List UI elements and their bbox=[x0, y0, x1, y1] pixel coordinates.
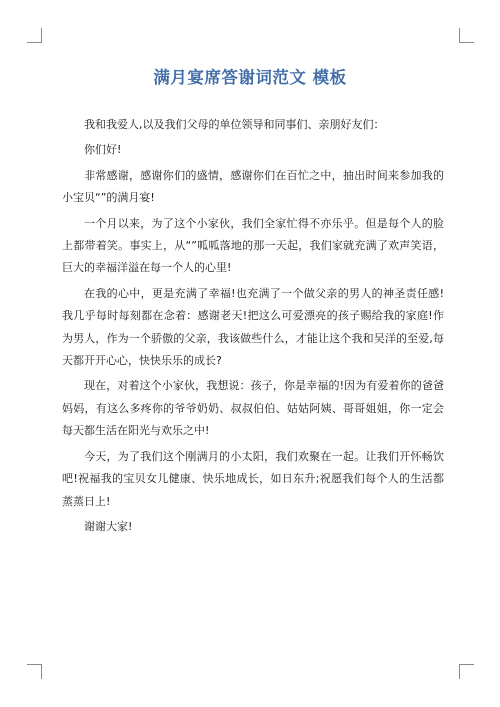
paragraph-to-child: 现在，对着这个小家伙，我想说：孩子，你是幸福的!因为有爱着你的爸爸妈妈，有这么多疼你的爷爷奶奶、叔叔伯伯、姑姑阿姨、哥哥姐姐，你一定会每天都生活在阳光与欢乐之中! bbox=[62, 379, 444, 438]
paragraph-closing: 谢谢大家! bbox=[84, 519, 133, 533]
paragraph-thanks: 非常感谢，感谢你们的盛情，感谢你们在百忙之中，抽出时间来参加我的小宝贝“”的满月宴! bbox=[62, 168, 444, 205]
paragraph-hello: 你们好! bbox=[84, 143, 122, 157]
paragraph-greeting: 我和我爱人,以及我们父母的单位领导和同事们、亲朋好友们： bbox=[84, 118, 385, 131]
crop-mark-top-left bbox=[27, 28, 42, 43]
crop-mark-bottom-right bbox=[459, 664, 474, 679]
paragraph-toast: 今天，为了我们这个刚满月的小太阳，我们欢聚在一起。让我们开怀畅饮吧!祝福我的宝贝女儿健康、快乐地成长，如日东升;祝愿我们每个人的生活都蒸蒸日上! bbox=[62, 449, 444, 508]
paragraph-happiness: 在我的心中，更是充满了幸福!也充满了一个做父亲的男人的神圣责任感!我几乎每时每刻都在念着：感谢老天!把这么可爱漂亮的孩子赐给我的家庭!作为男人，作为一个骄傲的父亲，我该做些什么，才能让这个我和吴洋的至爱,每天都开开心心，快快乐乐的成长? bbox=[62, 286, 444, 368]
crop-mark-top-right bbox=[459, 28, 474, 43]
paragraph-first-month: 一个月以来，为了这个小家伙，我们全家忙得不亦乐乎。但是每个人的脸上都带着笑。事实上，从“”呱呱落地的那一天起，我们家就充满了欢声笑语，巨大的幸福洋溢在每一个人的心里! bbox=[62, 216, 444, 275]
document-body bbox=[62, 114, 444, 541]
crop-mark-bottom-left bbox=[27, 664, 42, 679]
document-title: 满月宴席答谢词范文 模板 bbox=[153, 68, 347, 87]
